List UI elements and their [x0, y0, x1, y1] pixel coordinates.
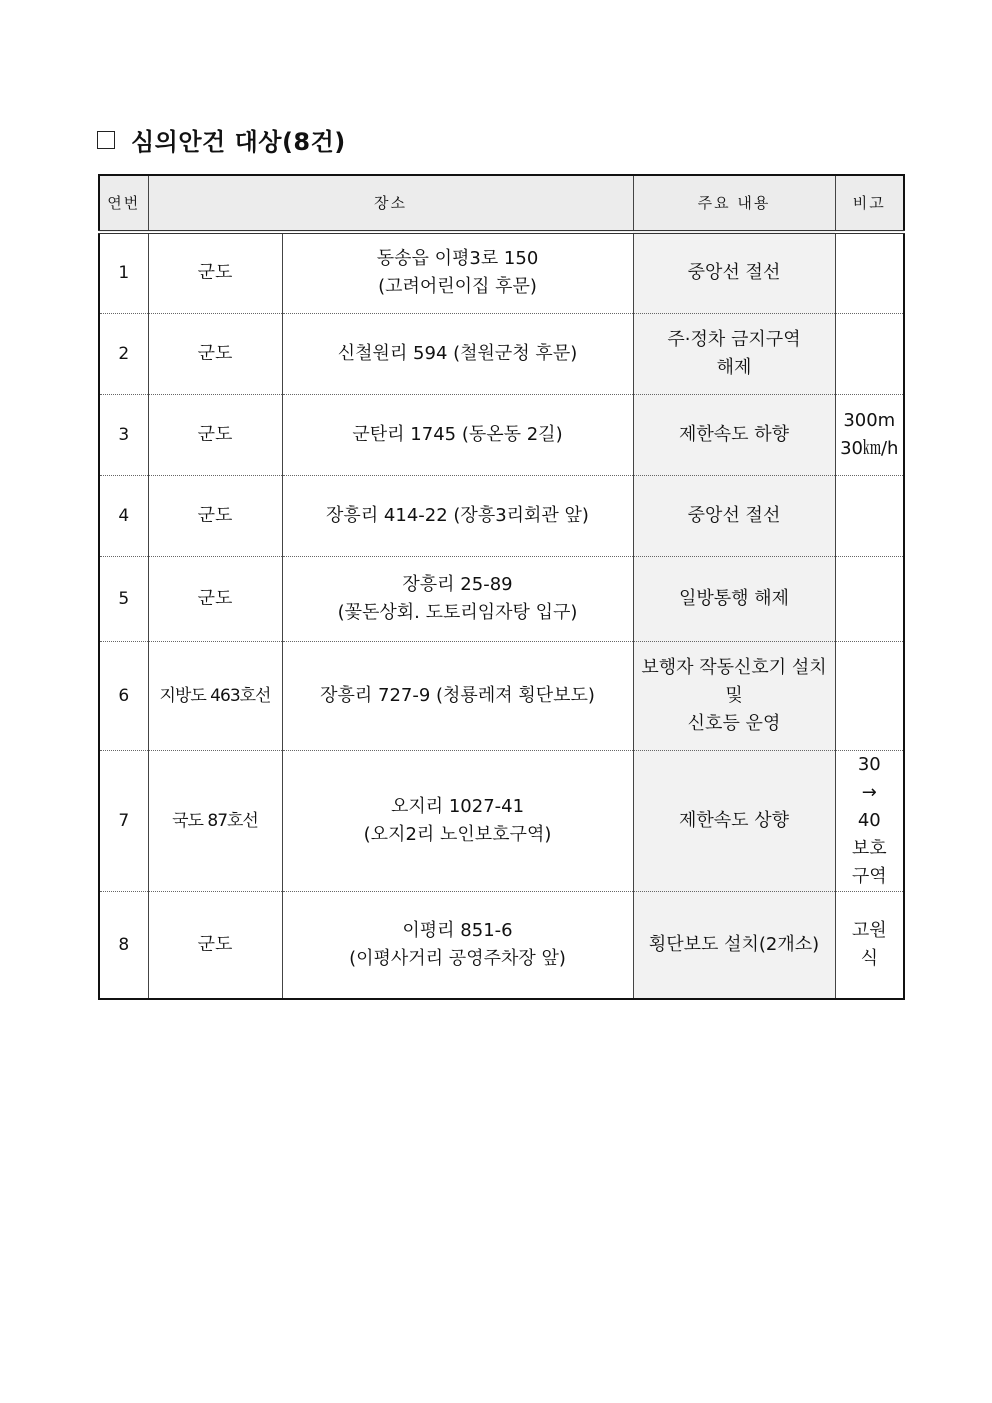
- section-heading: [97, 122, 346, 157]
- place-cell-line: 장흥리 25-89: [402, 573, 513, 595]
- table-row: [99, 475, 904, 556]
- place-cell: [282, 750, 633, 891]
- review-items-table: [98, 174, 905, 1000]
- content-cell: [633, 232, 835, 313]
- table-row: [99, 891, 904, 999]
- content-cell-line: 제한속도 상향: [678, 809, 790, 831]
- place-cell-line: 장흥리 414-22 (장흥3리회관 앞): [326, 504, 589, 526]
- place-cell-line: (꽃돈상회. 도토리임자탕 입구): [337, 601, 578, 623]
- place-cell: [282, 313, 633, 394]
- table-header-row: [99, 175, 904, 232]
- place-cell: [282, 641, 633, 750]
- note-cell-line: 고원: [851, 919, 887, 941]
- place-cell: [282, 475, 633, 556]
- note-cell-line: 40: [857, 809, 881, 831]
- place-cell-line: 오지리 1027-41: [390, 795, 525, 817]
- note-cell: [835, 641, 904, 750]
- table-row: [99, 232, 904, 313]
- note-cell: [835, 750, 904, 891]
- road-type: 군도: [148, 556, 282, 641]
- note-cell-line: 식: [860, 947, 878, 969]
- note-cell-line: 보호: [851, 837, 887, 859]
- note-cell: [835, 475, 904, 556]
- table-row: [99, 556, 904, 641]
- content-cell-line: 신호등 운영: [687, 712, 781, 734]
- note-cell: [835, 556, 904, 641]
- road-type: 지방도 463호선: [148, 641, 282, 750]
- note-cell-line: 300m: [843, 409, 896, 431]
- row-number: 4: [99, 475, 148, 556]
- place-cell: [282, 232, 633, 313]
- place-cell-line: 신철원리 594 (철원군청 후문): [337, 342, 578, 364]
- table-row: [99, 394, 904, 475]
- content-cell-line: 중앙선 절선: [687, 504, 781, 526]
- content-cell: [633, 475, 835, 556]
- section-title: 심의안건 대상(8건): [131, 128, 346, 156]
- road-type: 국도 87호선: [148, 750, 282, 891]
- header-content: 주요 내용: [633, 175, 835, 232]
- header-place: 장소: [148, 175, 633, 232]
- note-cell-line: 구역: [851, 865, 887, 887]
- header-no: 연번: [99, 175, 148, 232]
- row-number: 7: [99, 750, 148, 891]
- content-cell-line: 일방통행 해제: [678, 587, 790, 609]
- place-cell: [282, 394, 633, 475]
- row-number: 3: [99, 394, 148, 475]
- content-cell: [633, 556, 835, 641]
- note-cell-line: 30㎞/h: [840, 437, 899, 459]
- road-type: 군도: [148, 394, 282, 475]
- row-number: 8: [99, 891, 148, 999]
- content-cell: [633, 641, 835, 750]
- table-row: [99, 313, 904, 394]
- place-cell-line: (고려어린이집 후문): [378, 276, 537, 298]
- table-row: [99, 641, 904, 750]
- checkbox-square-icon: [97, 131, 115, 149]
- content-cell-line: 및: [725, 684, 743, 706]
- content-cell-line: 횡단보도 설치(2개소): [648, 933, 820, 955]
- content-cell-line: 중앙선 절선: [687, 262, 781, 284]
- note-cell-line: 30: [857, 753, 881, 775]
- row-number: 6: [99, 641, 148, 750]
- row-number: 2: [99, 313, 148, 394]
- row-number: 5: [99, 556, 148, 641]
- note-cell-line: →: [861, 781, 877, 803]
- road-type: 군도: [148, 475, 282, 556]
- content-cell: [633, 313, 835, 394]
- content-cell: [633, 750, 835, 891]
- table-row: [99, 750, 904, 891]
- place-cell-line: 이평리 851-6: [402, 919, 513, 941]
- road-type: 군도: [148, 232, 282, 313]
- note-cell: [835, 313, 904, 394]
- place-cell-line: 장흥리 727-9 (청룡레져 횡단보도): [320, 684, 595, 706]
- content-cell-line: 제한속도 하향: [678, 423, 790, 445]
- content-cell-line: 보행자 작동신호기 설치: [641, 656, 827, 678]
- content-cell-line: 주·정차 금지구역: [667, 328, 801, 350]
- content-cell: [633, 394, 835, 475]
- road-type: 군도: [148, 891, 282, 999]
- place-cell-line: 군탄리 1745 (동온동 2길): [352, 423, 563, 445]
- content-cell-line: 해제: [716, 356, 752, 378]
- place-cell: [282, 556, 633, 641]
- note-cell: [835, 891, 904, 999]
- place-cell-line: 동송읍 이평3로 150: [376, 248, 539, 270]
- note-cell: [835, 232, 904, 313]
- header-note: 비고: [835, 175, 904, 232]
- place-cell-line: (오지2리 노인보호구역): [363, 823, 552, 845]
- place-cell: [282, 891, 633, 999]
- content-cell: [633, 891, 835, 999]
- note-cell: [835, 394, 904, 475]
- row-number: 1: [99, 232, 148, 313]
- place-cell-line: (이평사거리 공영주차장 앞): [349, 947, 566, 969]
- road-type: 군도: [148, 313, 282, 394]
